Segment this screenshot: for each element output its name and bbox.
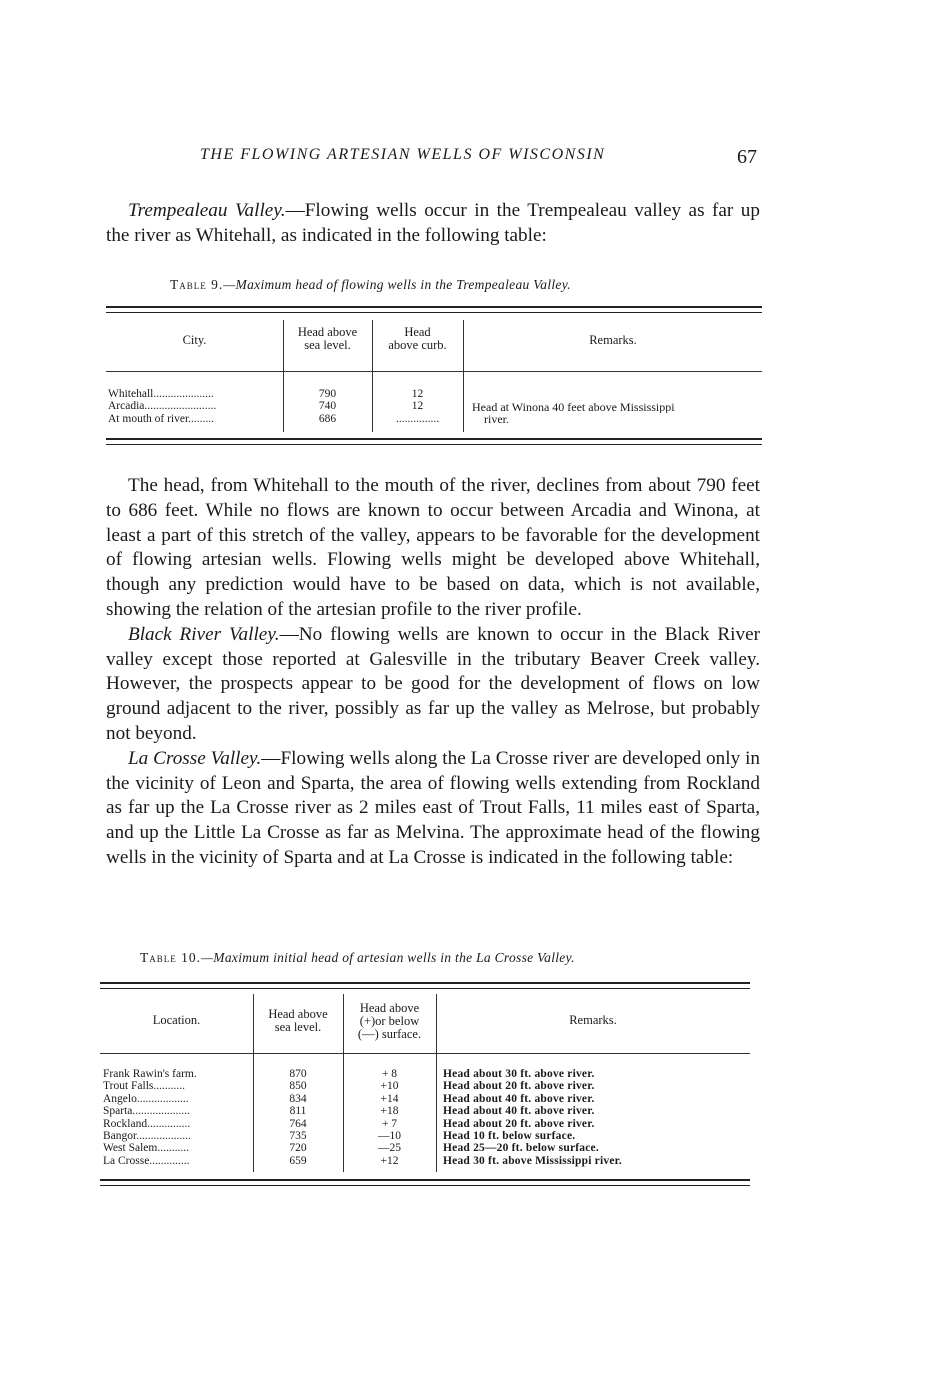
table-row-location: Angelo.................. [103,1092,189,1105]
table-row-remark: Head about 20 ft. above river. [443,1080,595,1093]
table9-header-rule [106,371,762,372]
table9-label: Table 9. [170,277,224,292]
table9-city-column [108,388,280,425]
table-row-remark: Head about 30 ft. above river. [443,1068,595,1080]
table-row-surface: +12 [380,1154,399,1167]
table-row-remark: Head about 40 ft. above river. [443,1092,595,1105]
table-row-location: Trout Falls........... [103,1080,186,1093]
table-row-sea: 686 [318,412,337,425]
table-row-sea: 764 [289,1117,307,1130]
intro-paragraph [106,199,760,249]
table-row-location: Rockland............... [103,1117,191,1130]
table-row-curb: 12 [411,400,424,413]
table10-header-location: Location. [152,1013,201,1027]
paragraph-head-decline: The head, from Whitehall to the mouth of the river, declines from about 790 feet to 686 feet. While no flows are known to occur between Arcadia and Winona, at least a part of this stretch of the valley, appears to be favorable for the development of flowing artesian wells. Flowing wells might be developed above Whitehall, though any prediction would have to be based on data, which is not available, showing the relation of the artesian profile to the river profile. [106,475,760,620]
table-row-location: West Salem........... [103,1142,189,1155]
table-row-surface: +10 [380,1080,399,1093]
table10-header-remarks: Remarks. [569,1013,617,1027]
paragraph-la-crosse [106,747,760,871]
table9-remark-line: Head at Winona 40 feet above Mississippi [472,401,675,414]
table9-title: —Maximum head of flowing wells in the Trempealeau Valley. [223,277,571,292]
intro-heading: Trempealeau Valley. [128,200,286,221]
table-row-sea: 659 [289,1154,307,1167]
table-row-curb: ............... [395,412,440,425]
table9-header-curb: Head above curb. [388,325,447,352]
table-row-city: At mouth of river......... [108,412,215,425]
table9-bottom-rule [106,438,762,445]
table-row-city: Arcadia......................... [108,400,217,413]
table-row-remark: Head 30 ft. above Mississippi river. [443,1154,622,1167]
table10-header-surface: Head above (+)or below (—) surface. [357,1001,422,1041]
table9-sea-column [283,388,372,425]
table9-caption [170,277,571,293]
table10-label: Table 10. [140,950,201,965]
intro-text: —Flowing wells occur in the Trempealeau valley as far up the river as Whitehall, as indicated in the following table: [106,200,760,246]
table-row-sea: 850 [289,1080,307,1093]
table-row-location: Frank Rawin's farm. [103,1068,197,1080]
table-row-remark: Head 10 ft. below surface. [443,1130,576,1143]
page-number: 67 [737,146,757,168]
body-text [106,474,760,871]
la-crosse-text: —Flowing wells along the La Crosse river are developed only in the vicinity of Leon and Sparta, the area of flowing wells extending from Rockland as far up the La Crosse river as 2 miles east of Trout Falls, 11 miles east of Sparta, and up the Little La Crosse as far as Melvina. The approximate head of the flowing wells in the vicinity of Sparta and at La Crosse is indicated in the following table: [106,747,760,868]
table10-header-rule [100,1053,750,1054]
black-river-heading: Black River Valley. [128,623,280,645]
paragraph-black-river [106,623,760,747]
table-row-curb: 12 [411,388,424,400]
table10-top-rule [100,982,750,989]
table9-top-rule [106,306,762,313]
table-row-sea: 834 [289,1092,307,1105]
table10-remarks-column [443,1068,749,1167]
table9-header-city: City. [182,333,207,347]
table-row-surface: + 7 [381,1117,398,1130]
table9-curb-column [374,388,461,425]
table9-header-remarks: Remarks. [589,333,637,347]
table-row-surface: + 8 [381,1068,398,1080]
table10-caption [140,950,575,966]
table-row-remark: Head 25—20 ft. below surface. [443,1142,599,1155]
table10-location-column [103,1068,251,1167]
table-row-sea: 735 [289,1130,307,1143]
table10-title: —Maximum initial head of artesian wells in the La Crosse Valley. [201,950,575,965]
table-row-remark: Head about 20 ft. above river. [443,1117,595,1130]
table-row-sea: 740 [318,400,337,413]
table9-remark-line: river. [484,413,509,426]
table10-bottom-rule [100,1179,750,1186]
table-row-city: Whitehall..................... [108,388,214,400]
table-row-surface: +14 [380,1092,399,1105]
table-row-surface: +18 [380,1105,399,1118]
table-row-sea: 870 [289,1068,307,1080]
black-river-text: —No flowing wells are known to occur in the Black River valley except those reported at Galesville in the tributary Beaver Creek valley. However, the prospects appear to be good for the development of flows on low ground adjacent to the river, possibly as far up the valley as Melrose, but probably not beyond. [106,623,760,744]
table-row-location: Sparta.................... [103,1105,190,1118]
table-row-sea: 720 [289,1142,307,1155]
table10-surface-column [343,1068,436,1167]
la-crosse-heading: La Crosse Valley. [128,747,262,769]
table10-header-sea: Head above sea level. [268,1007,328,1034]
table-row-surface: —10 [378,1130,401,1143]
table10-sea-column [253,1068,343,1167]
table-row-sea: 790 [318,388,337,400]
running-header: THE FLOWING ARTESIAN WELLS OF WISCONSIN [200,146,606,163]
table-row-location: Bangor................... [103,1130,191,1143]
table-row-surface: —25 [378,1142,401,1155]
table9-remark [472,401,762,426]
table9-header-sea: Head above sea level. [297,325,358,352]
table-row-sea: 811 [289,1105,307,1118]
table-row-remark: Head about 40 ft. above river. [443,1105,595,1118]
table-row-location: La Crosse.............. [103,1154,190,1167]
